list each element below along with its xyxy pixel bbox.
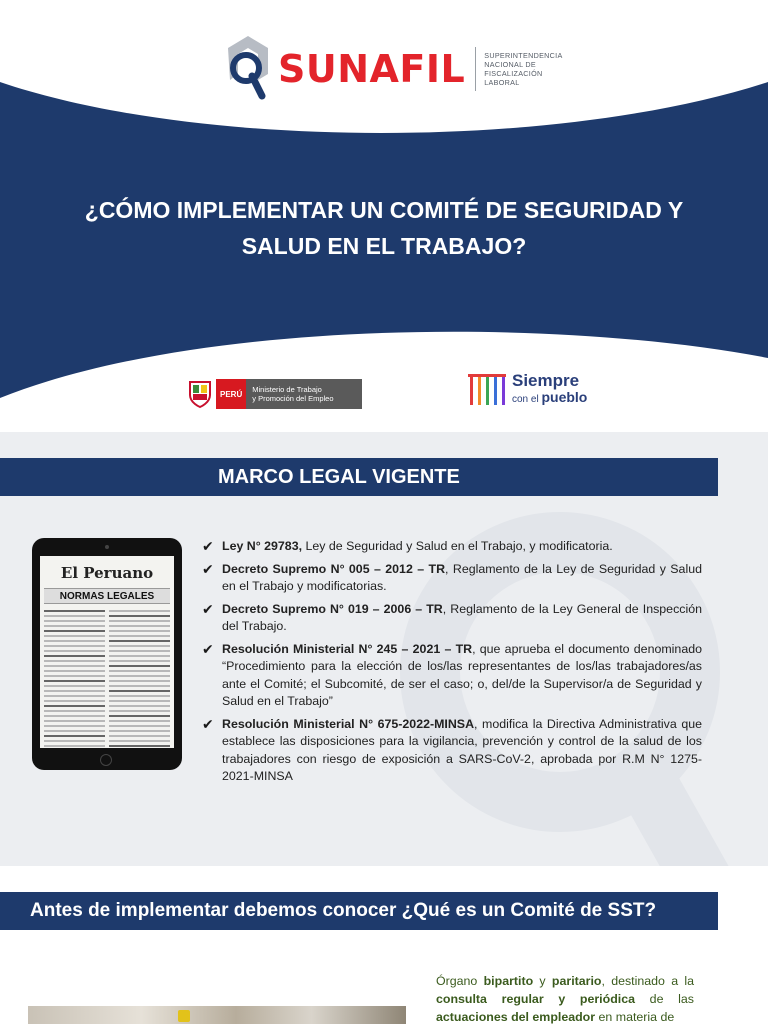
sunafil-logo [224,34,563,104]
siempre-text: Siempre [512,370,580,390]
ministry-logo [188,378,362,410]
checkmark-icon: ✔ [202,715,214,732]
peru-label: PERÚ [216,379,246,409]
list-item: ✔ Decreto Supremo N° 005 – 2012 – TR, Reglamento de la Ley de Seguridad y Salud en el Trabajo y modificatorias. [202,561,702,596]
list-item: ✔ Resolución Ministerial N° 675-2022-MINSA, modifica la Directiva Administrativa que establece las disposiciones para la vigilancia, prevención y control de la salud de los trabajadores con riesgo de exposición a SARS-CoV-2, aprobada por R.M N° 1275-2021-MINSA [202,716,702,786]
checkmark-icon: ✔ [202,538,214,554]
checkmark-icon: ✔ [202,640,214,657]
logo-divider [475,47,476,91]
ministry-name: Ministerio de Trabajo y Promoción del Empleo [246,379,362,409]
yellow-sign [178,1010,190,1022]
list-item: ✔ Ley N° 29783, Ley de Seguridad y Salud en el Trabajo, y modificatoria. [202,538,613,554]
newspaper-title: El Peruano [60,564,154,582]
peru-shield-icon [188,379,212,409]
section-heading-bar: Antes de implementar debemos conocer ¿Qué es un Comité de SST? [0,892,718,930]
legal-norms-list [202,538,702,791]
checkmark-icon: ✔ [202,600,214,617]
committee-definition-text: Órgano bipartito y paritario, destinado a la consulta regular y periódica de las actuaciones del empleador en materia de [436,974,694,1024]
cover-slide [0,0,768,432]
committee-definition-slide [0,866,768,1024]
list-item: ✔ Decreto Supremo N° 019 – 2006 – TR, Reglamento de la Ley General de Inspección del Trabajo. [202,601,702,636]
cover-title: ¿CÓMO IMPLEMENTAR UN COMITÉ DE SEGURIDAD Y SALUD EN EL TRABAJO? [84,197,684,259]
office-photo [28,1006,406,1024]
siempre-con-el-pueblo-logo [466,370,587,410]
brand-subtitle: SUPERINTENDENCIA NACIONAL DE FISCALIZACIÓN LABORAL [484,51,563,87]
newspaper-columns [40,604,174,748]
newspaper-section-band: NORMAS LEGALES [44,588,170,604]
tablet-camera [105,545,109,549]
list-item: ✔ Resolución Ministerial N° 245 – 2021 – TR, que aprueba el documento denominado “Procedimiento para la elección de los/las representantes de los/las trabajadores/as ante el Comité; el Subcomité, de ser el caso; o, del/de la Supervisor/a de Seguridad y Salud en el Trabajo” [202,641,702,711]
color-lines-icon [466,370,508,410]
el-peruano-newspaper [40,556,174,748]
tablet-home-button [100,754,112,766]
section-heading-bar: MARCO LEGAL VIGENTE [0,458,718,496]
sunafil-emblem-icon [224,34,272,104]
brand-wordmark: SUNAFIL [278,47,466,91]
tablet-image [32,538,182,770]
legal-framework-slide [0,432,768,866]
checkmark-icon: ✔ [202,560,214,577]
con-el-pueblo-text: con el pueblo [512,388,588,405]
